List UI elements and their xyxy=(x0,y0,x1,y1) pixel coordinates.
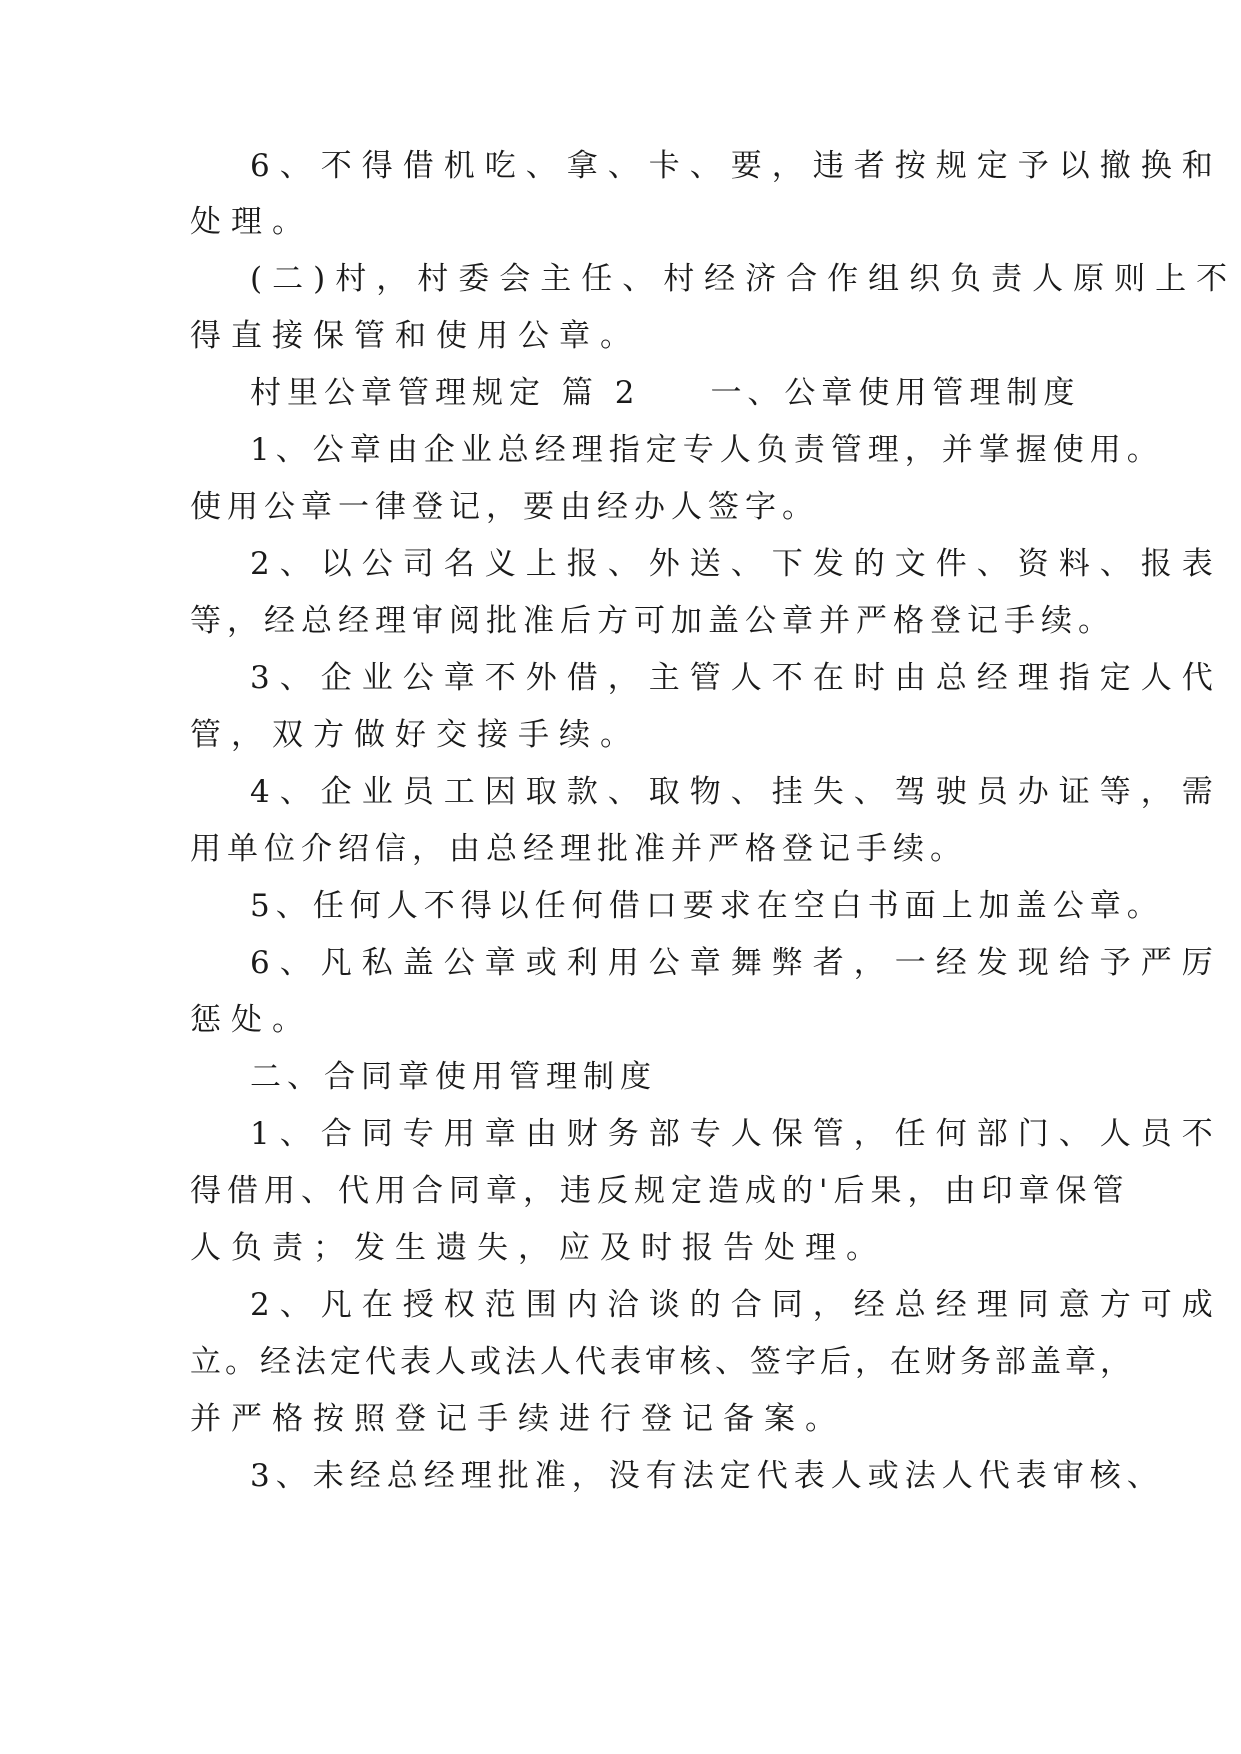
paragraph-line: 3、企业公章不外借，主管人不在时由总经理指定人代 xyxy=(250,660,1223,696)
paragraph-line: 2、以公司名义上报、外送、下发的文件、资料、报表 xyxy=(250,546,1223,582)
section-heading: 一、公章使用管理制度 xyxy=(710,375,1081,411)
paragraph-line: 人负责；发生遗失，应及时报告处理。 xyxy=(190,1230,887,1266)
paragraph-line: 用单位介绍信，由总经理批准并严格登记手续。 xyxy=(190,831,967,867)
paragraph-line: 6、不得借机吃、拿、卡、要，违者按规定予以撤换和 xyxy=(250,148,1223,184)
paragraph-line: 并严格按照登记手续进行登记备案。 xyxy=(190,1401,846,1437)
paragraph-line: 得借用、代用合同章，违反规定造成的'后果，由印章保管 xyxy=(190,1173,1130,1209)
paragraph-line: 5、任何人不得以任何借口要求在空白书面上加盖公章。 xyxy=(250,888,1164,924)
paragraph-line: 使用公章一律登记，要由经办人签字。 xyxy=(190,489,819,525)
paragraph-line: 6、凡私盖公章或利用公章舞弊者，一经发现给予严厉 xyxy=(250,945,1223,981)
paragraph-line: 2、凡在授权范围内洽谈的合同，经总经理同意方可成 xyxy=(250,1287,1223,1323)
paragraph-line: 等，经总经理审阅批准后方可加盖公章并严格登记手续。 xyxy=(190,603,1115,639)
section-heading: 二、合同章使用管理制度 xyxy=(250,1059,657,1095)
section-heading-line xyxy=(250,373,1080,413)
paragraph-line: 处理。 xyxy=(190,204,313,240)
paragraph-line: 得直接保管和使用公章。 xyxy=(190,318,641,354)
paragraph-line: 立。经法定代表人或法人代表审核、签字后，在财务部盖章， xyxy=(190,1344,1135,1380)
paragraph-line: 1、公章由企业总经理指定专人负责管理，并掌握使用。 xyxy=(250,432,1164,468)
paragraph-line: 3、未经总经理批准，没有法定代表人或法人代表审核、 xyxy=(250,1458,1164,1494)
paragraph-line: (二)村，村委会主任、村经济合作组织负责人原则上不 xyxy=(250,261,1238,297)
paragraph-line: 惩处。 xyxy=(190,1002,313,1038)
paragraph-line: 4、企业员工因取款、取物、挂失、驾驶员办证等，需 xyxy=(250,774,1223,810)
paragraph-line: 1、合同专用章由财务部专人保管，任何部门、人员不 xyxy=(250,1116,1223,1152)
paragraph-line: 管，双方做好交接手续。 xyxy=(190,717,641,753)
article-title: 村里公章管理规定 篇 2 xyxy=(250,375,641,411)
